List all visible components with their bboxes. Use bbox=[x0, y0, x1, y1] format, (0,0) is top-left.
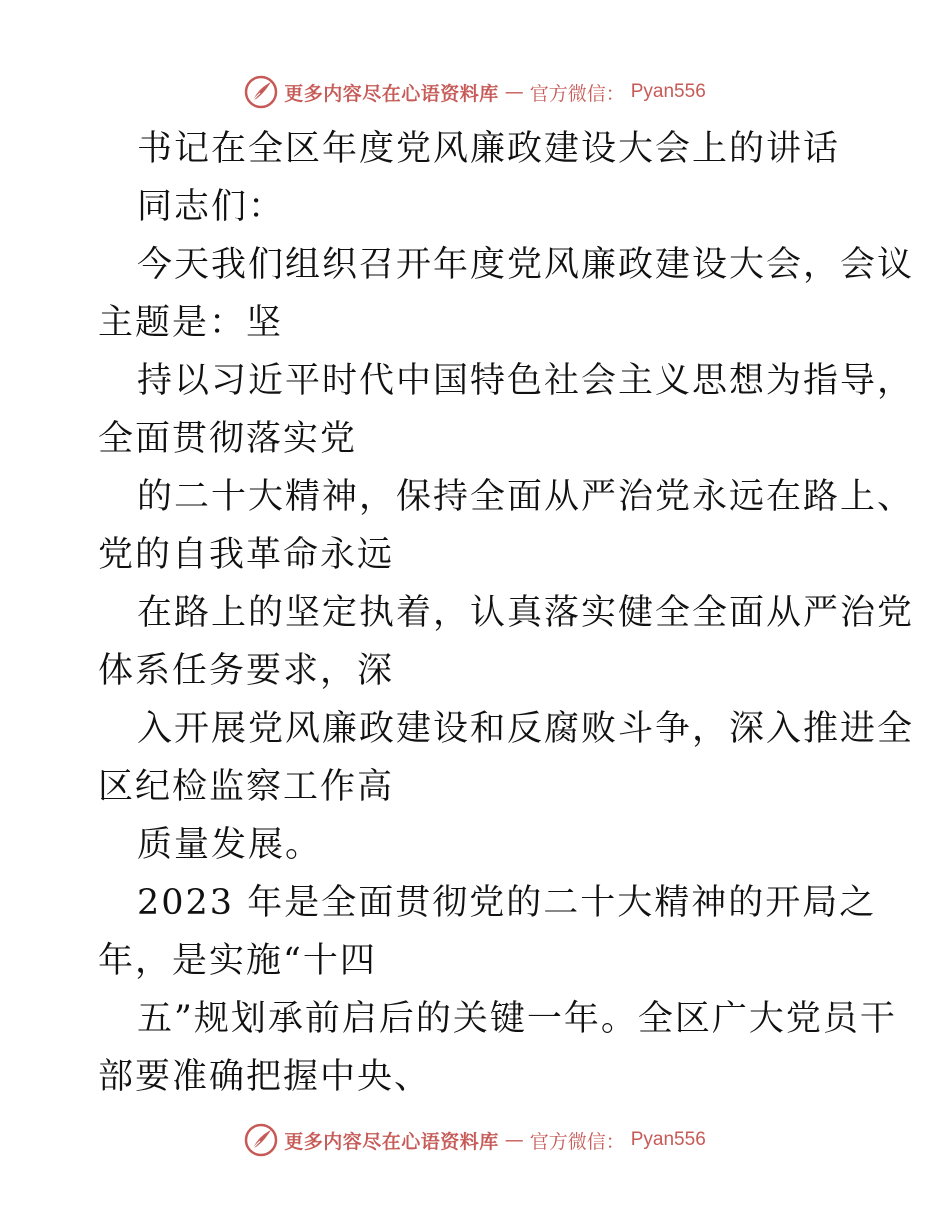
paragraph-line: 今天我们组织召开年度党风廉政建设大会，会议 bbox=[137, 245, 915, 285]
paragraph-line: 2023 年是全面贯彻党的二十大精神的开局之 bbox=[137, 883, 877, 923]
paragraph-line: 全面贯彻落实党 bbox=[98, 419, 358, 459]
watermark-wechat-id: Pyan556 bbox=[630, 1129, 706, 1150]
watermark-separator: — bbox=[504, 1129, 524, 1151]
paragraph-line: 部要准确把握中央、 bbox=[98, 1057, 432, 1097]
paragraph-line: 持以习近平时代中国特色社会主义思想为指导， bbox=[137, 361, 915, 401]
paragraph-line: 质量发展。 bbox=[137, 825, 323, 865]
paragraph-line: 体系任务要求，深 bbox=[98, 651, 395, 691]
watermark-separator: — bbox=[504, 81, 524, 103]
paragraph-line: 在路上的坚定执着，认真落实健全全面从严治党 bbox=[137, 593, 915, 633]
paragraph-line: 的二十大精神，保持全面从严治党永远在路上、 bbox=[137, 477, 915, 517]
watermark-wechat-id: Pyan556 bbox=[630, 81, 706, 102]
quill-logo-icon bbox=[244, 75, 278, 109]
header-watermark bbox=[0, 72, 950, 112]
salutation: 同志们： bbox=[137, 187, 286, 227]
paragraph-line: 主题是：坚 bbox=[98, 303, 284, 343]
document-title: 书记在全区年度党风廉政建设大会上的讲话 bbox=[137, 129, 841, 169]
quill-logo-icon bbox=[244, 1123, 278, 1157]
paragraph-line: 年，是实施“十四 bbox=[98, 941, 377, 981]
watermark-site-name: 更多内容尽在心语资料库 bbox=[284, 1130, 499, 1153]
watermark-site-name: 更多内容尽在心语资料库 bbox=[284, 82, 499, 105]
paragraph-line: 区纪检监察工作高 bbox=[98, 767, 395, 807]
paragraph-line: 入开展党风廉政建设和反腐败斗争，深入推进全 bbox=[137, 709, 915, 749]
footer-watermark bbox=[0, 1120, 950, 1160]
watermark-wechat-label: 官方微信： bbox=[529, 1130, 625, 1153]
watermark-wechat-label: 官方微信： bbox=[529, 82, 625, 105]
paragraph-line: 五”规划承前启后的关键一年。全区广大党员干 bbox=[137, 999, 897, 1039]
paragraph-line: 党的自我革命永远 bbox=[98, 535, 395, 575]
